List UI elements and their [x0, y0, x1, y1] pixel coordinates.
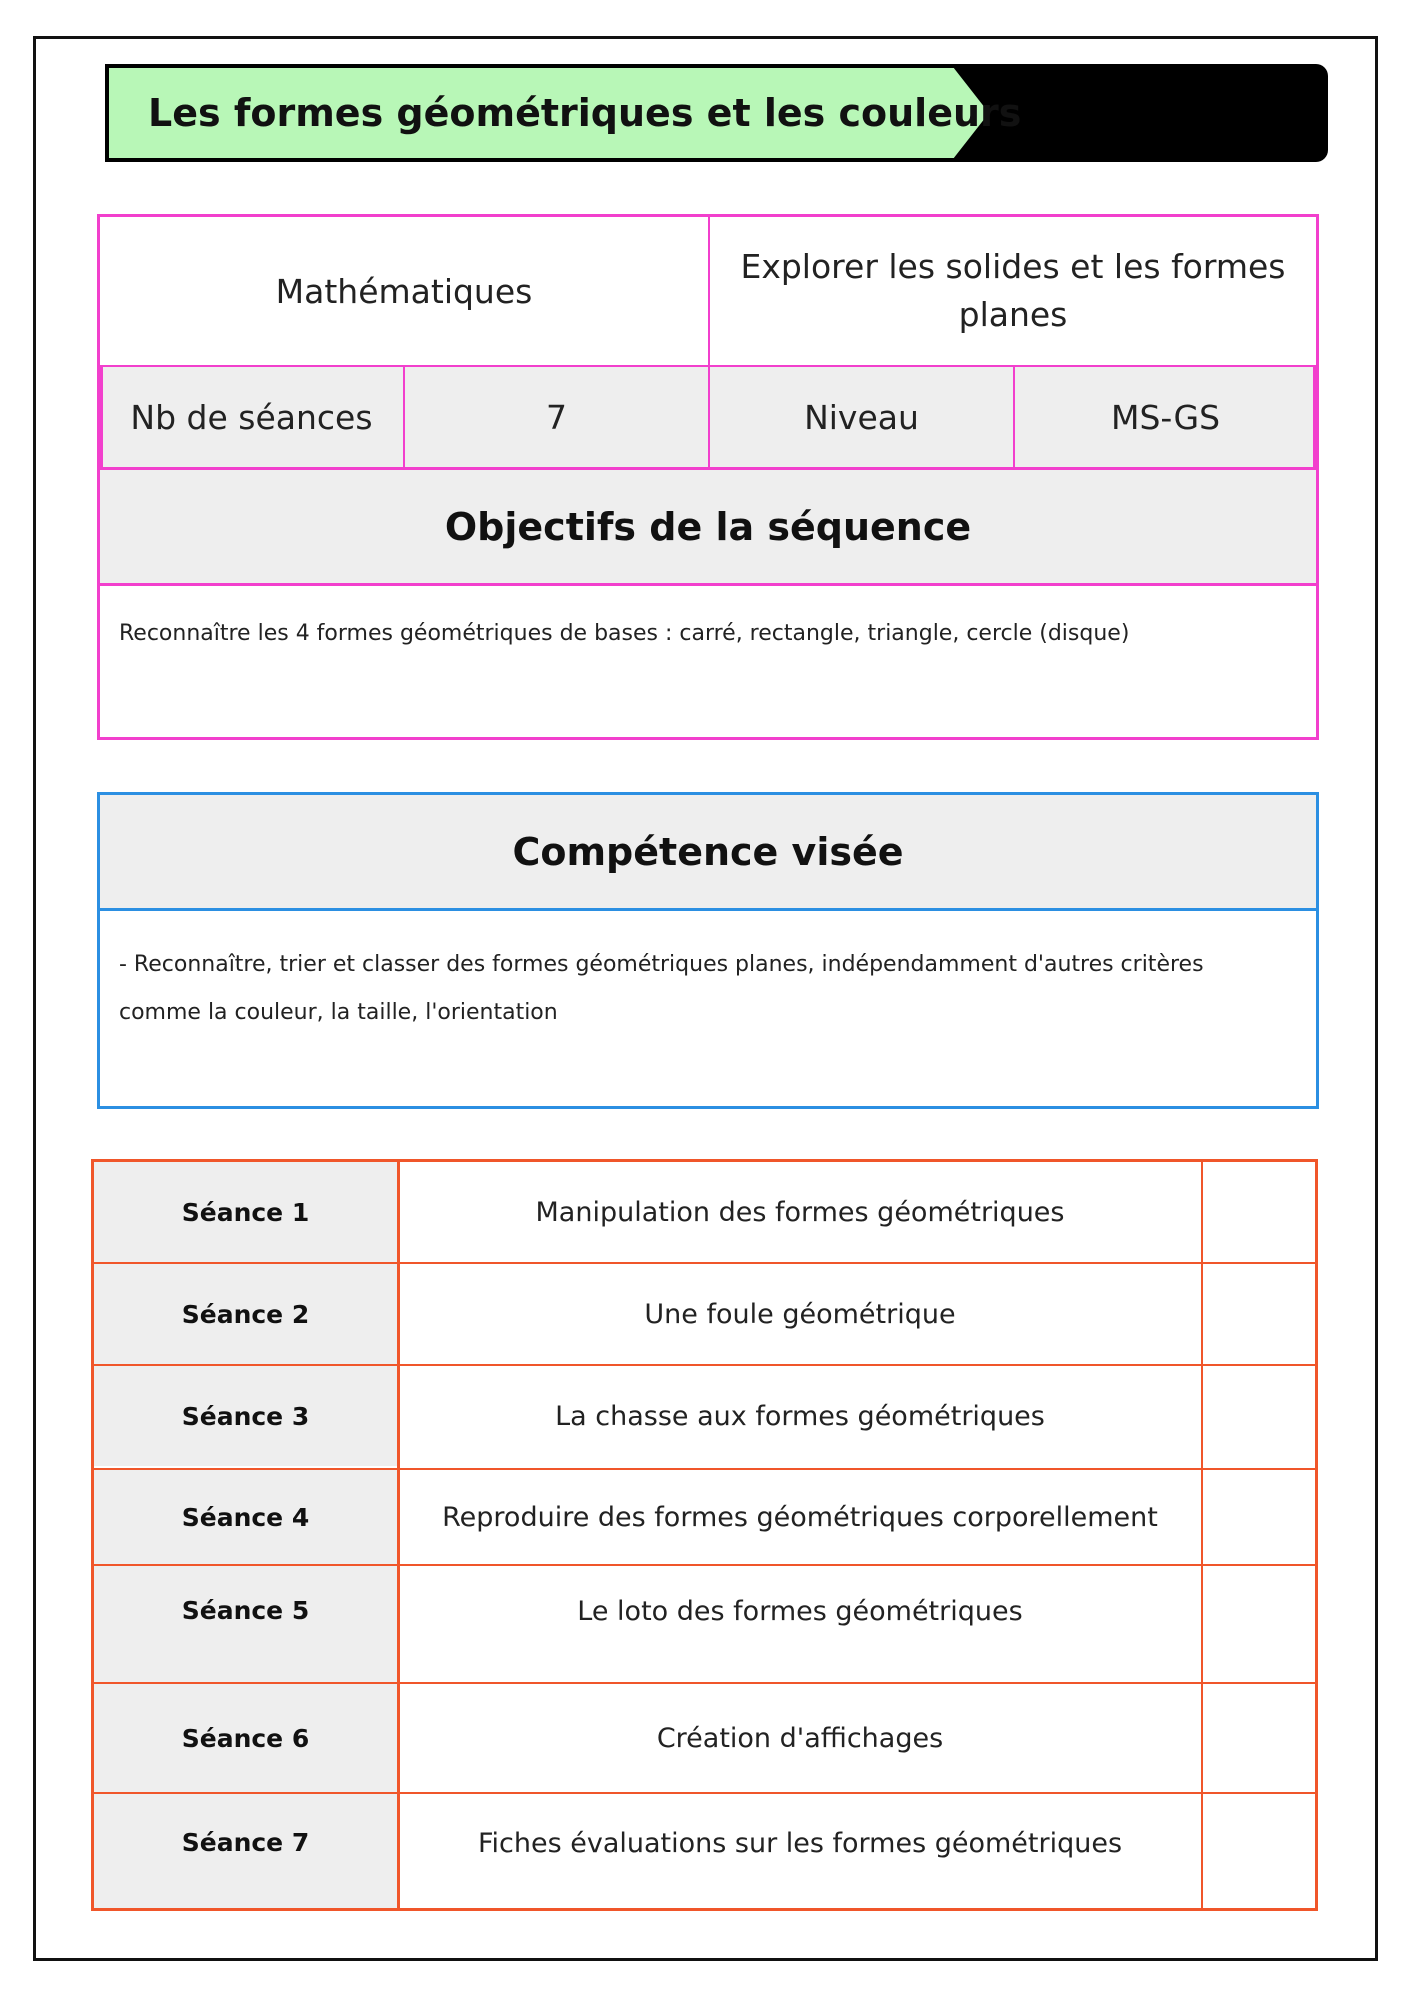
level-label-cell — [710, 367, 1013, 467]
divider — [1313, 365, 1316, 467]
session-label: Séance 6 — [94, 1684, 397, 1792]
competence-heading: Compétence visée — [512, 829, 904, 874]
objectives-heading: Objectifs de la séquence — [444, 504, 972, 549]
sessions-label: Nb de séances — [130, 397, 373, 437]
session-label: Séance 2 — [94, 1264, 397, 1364]
competence-heading-cell — [100, 795, 1316, 908]
domain-text: Explorer les solides et les formes planes — [740, 247, 1286, 334]
divider — [1013, 365, 1015, 467]
sessions-value-cell — [405, 367, 708, 467]
session-title: Fiches évaluations sur les formes géométriques — [477, 1828, 1123, 1859]
level-value: MS-GS — [1110, 397, 1221, 437]
sessions-label-cell — [100, 367, 403, 467]
session-title: Le loto des formes géométriques — [577, 1596, 1023, 1627]
session-title: Une foule géométrique — [644, 1298, 956, 1330]
session-title: Reproduire des formes géométriques corporellement — [442, 1501, 1158, 1533]
objectives-heading-cell — [100, 470, 1316, 583]
session-label: Séance 1 — [94, 1162, 397, 1262]
divider — [403, 365, 405, 467]
divider — [100, 908, 1316, 911]
competence-text: - Reconnaître, trier et classer des formes géométriques planes, indépendamment d'autres critères comme la couleur, la taille, l'orientation — [119, 952, 1204, 1025]
subject-cell — [100, 217, 708, 365]
sessions-table — [91, 1159, 1318, 1911]
divider — [1201, 1162, 1203, 1908]
divider — [100, 365, 103, 467]
session-title: La chasse aux formes géométriques — [555, 1400, 1045, 1432]
level-value-cell — [1015, 367, 1316, 467]
level-label: Niveau — [804, 397, 919, 437]
subject-text: Mathématiques — [275, 271, 533, 311]
session-label: Séance 5 — [94, 1566, 397, 1682]
page-title: Les formes géométriques et les couleurs — [148, 91, 1022, 135]
info-table — [97, 214, 1319, 740]
session-title: Création d'affichages — [656, 1722, 944, 1754]
objectives-text: Reconnaître les 4 formes géométriques de bases : carré, rectangle, triangle, cercle (disque) — [119, 621, 1130, 646]
session-label: Séance 4 — [94, 1470, 397, 1564]
competence-box — [97, 792, 1319, 1109]
session-label: Séance 7 — [94, 1794, 397, 1908]
session-label: Séance 3 — [94, 1366, 397, 1466]
session-title: Manipulation des formes géométriques — [535, 1196, 1065, 1228]
divider — [100, 583, 1316, 586]
sessions-value: 7 — [546, 397, 567, 437]
domain-cell — [710, 217, 1316, 365]
